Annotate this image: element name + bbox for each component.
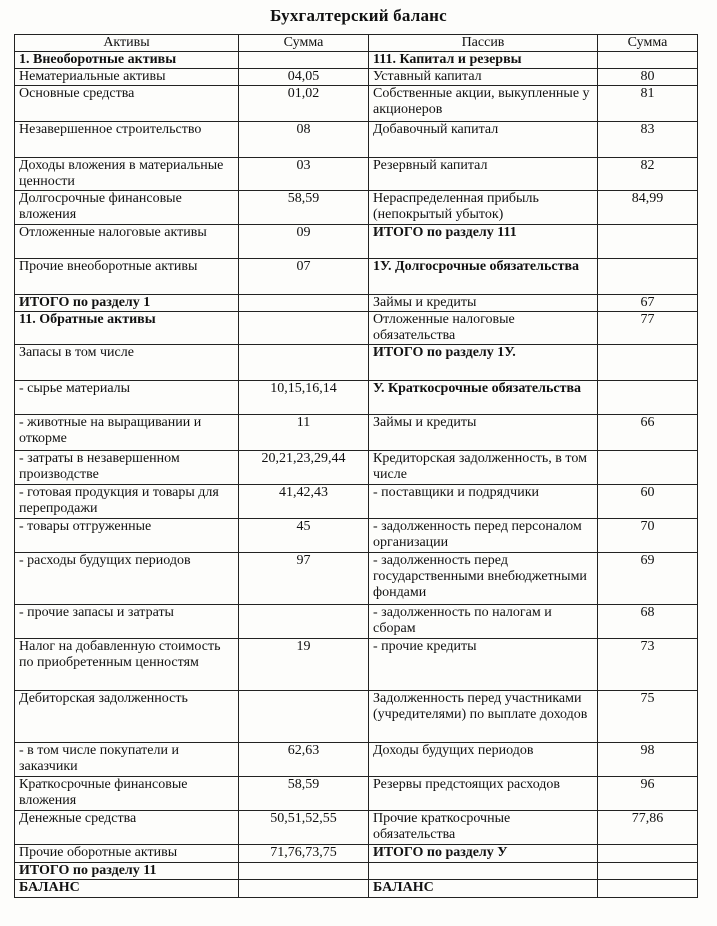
asset-label-cell: Дебиторская задолженность — [15, 691, 239, 743]
table-row — [15, 415, 698, 451]
table-row — [15, 553, 698, 605]
liability-sum-cell — [598, 259, 698, 295]
liability-label-cell: Уставный капитал — [369, 69, 598, 86]
asset-sum-cell: 58,59 — [239, 777, 369, 811]
header-liabilities-sum: Сумма — [598, 35, 698, 52]
asset-label-cell: Денежные средства — [15, 811, 239, 845]
liability-sum-cell: 77,86 — [598, 811, 698, 845]
liability-sum-cell — [598, 845, 698, 863]
liability-sum-cell: 68 — [598, 605, 698, 639]
asset-sum-cell — [239, 691, 369, 743]
asset-sum-cell: 10,15,16,14 — [239, 381, 369, 415]
asset-sum-cell: 62,63 — [239, 743, 369, 777]
liability-sum-cell — [598, 381, 698, 415]
liability-label-cell: - задолженность перед государственными внебюджетными фондами — [369, 553, 598, 605]
liability-label-cell: Резервы предстоящих расходов — [369, 777, 598, 811]
table-row — [15, 743, 698, 777]
liability-label-cell: - задолженность перед персоналом организации — [369, 519, 598, 553]
asset-sum-cell: 45 — [239, 519, 369, 553]
liability-sum-cell: 80 — [598, 69, 698, 86]
liability-sum-cell — [598, 345, 698, 381]
asset-label-cell: Основные средства — [15, 86, 239, 122]
asset-sum-cell — [239, 312, 369, 345]
balance-sheet-table — [14, 34, 698, 898]
table-row — [15, 225, 698, 259]
asset-label-cell: ИТОГО по разделу 1 — [15, 295, 239, 312]
table-row — [15, 880, 698, 898]
liability-sum-cell: 73 — [598, 639, 698, 691]
asset-label-cell: - затраты в незавершенном производстве — [15, 451, 239, 485]
asset-sum-cell: 08 — [239, 122, 369, 158]
liability-label-cell: ИТОГО по разделу 1У. — [369, 345, 598, 381]
liability-sum-cell: 77 — [598, 312, 698, 345]
asset-sum-cell: 58,59 — [239, 191, 369, 225]
asset-sum-cell — [239, 295, 369, 312]
liability-label-cell: Займы и кредиты — [369, 295, 598, 312]
liability-label-cell: БАЛАНС — [369, 880, 598, 898]
liability-sum-cell: 75 — [598, 691, 698, 743]
asset-label-cell: Прочие оборотные активы — [15, 845, 239, 863]
table-row — [15, 191, 698, 225]
asset-label-cell: Доходы вложения в материальные ценности — [15, 158, 239, 191]
asset-sum-cell: 20,21,23,29,44 — [239, 451, 369, 485]
table-row — [15, 845, 698, 863]
liability-sum-cell: 96 — [598, 777, 698, 811]
table-row — [15, 777, 698, 811]
liability-label-cell: ИТОГО по разделу У — [369, 845, 598, 863]
table-row — [15, 451, 698, 485]
liability-label-cell: Добавочный капитал — [369, 122, 598, 158]
table-row — [15, 691, 698, 743]
liability-label-cell: Займы и кредиты — [369, 415, 598, 451]
liability-sum-cell — [598, 52, 698, 69]
table-row — [15, 811, 698, 845]
asset-label-cell: ИТОГО по разделу 11 — [15, 863, 239, 880]
asset-label-cell: БАЛАНС — [15, 880, 239, 898]
liability-sum-cell: 67 — [598, 295, 698, 312]
liability-sum-cell: 84,99 — [598, 191, 698, 225]
asset-sum-cell: 09 — [239, 225, 369, 259]
asset-label-cell: - готовая продукция и товары для перепродажи — [15, 485, 239, 519]
table-row — [15, 312, 698, 345]
asset-label-cell: Налог на добавленную стоимость по приобретенным ценностям — [15, 639, 239, 691]
asset-label-cell: - животные на выращивании и откорме — [15, 415, 239, 451]
asset-label-cell: - сырье материалы — [15, 381, 239, 415]
asset-sum-cell: 03 — [239, 158, 369, 191]
liability-sum-cell: 60 — [598, 485, 698, 519]
table-row — [15, 485, 698, 519]
asset-label-cell: - расходы будущих периодов — [15, 553, 239, 605]
liability-sum-cell: 98 — [598, 743, 698, 777]
asset-label-cell: Незавершенное строительство — [15, 122, 239, 158]
asset-label-cell: Прочие внеоборотные активы — [15, 259, 239, 295]
asset-label-cell: Краткосрочные финансовые вложения — [15, 777, 239, 811]
liability-sum-cell — [598, 225, 698, 259]
asset-label-cell: 1. Внеоборотные активы — [15, 52, 239, 69]
table-row — [15, 519, 698, 553]
liability-label-cell: У. Краткосрочные обязательства — [369, 381, 598, 415]
asset-label-cell: - товары отгруженные — [15, 519, 239, 553]
liability-sum-cell — [598, 451, 698, 485]
asset-sum-cell — [239, 880, 369, 898]
asset-sum-cell — [239, 52, 369, 69]
asset-sum-cell: 71,76,73,75 — [239, 845, 369, 863]
table-row — [15, 122, 698, 158]
liability-sum-cell: 81 — [598, 86, 698, 122]
asset-label-cell: Нематериальные активы — [15, 69, 239, 86]
asset-sum-cell: 01,02 — [239, 86, 369, 122]
asset-label-cell: Запасы в том числе — [15, 345, 239, 381]
liability-label-cell: - поставщики и подрядчики — [369, 485, 598, 519]
asset-sum-cell: 04,05 — [239, 69, 369, 86]
header-liabilities: Пассив — [369, 35, 598, 52]
asset-label-cell: - в том числе покупатели и заказчики — [15, 743, 239, 777]
table-row — [15, 52, 698, 69]
asset-sum-cell — [239, 605, 369, 639]
liability-label-cell: Доходы будущих периодов — [369, 743, 598, 777]
table-row — [15, 345, 698, 381]
table-row — [15, 69, 698, 86]
liability-label-cell: Кредиторская задолженность, в том числе — [369, 451, 598, 485]
liability-label-cell: Прочие краткосрочные обязательства — [369, 811, 598, 845]
asset-sum-cell: 41,42,43 — [239, 485, 369, 519]
liability-label-cell: Резервный капитал — [369, 158, 598, 191]
asset-sum-cell — [239, 345, 369, 381]
asset-label-cell: - прочие запасы и затраты — [15, 605, 239, 639]
table-header-row — [15, 35, 698, 52]
liability-sum-cell: 66 — [598, 415, 698, 451]
table-row — [15, 295, 698, 312]
table-row — [15, 605, 698, 639]
asset-sum-cell: 19 — [239, 639, 369, 691]
table-row — [15, 381, 698, 415]
asset-label-cell: 11. Обратные активы — [15, 312, 239, 345]
asset-label-cell: Долгосрочные финансовые вложения — [15, 191, 239, 225]
asset-sum-cell — [239, 863, 369, 880]
asset-sum-cell: 97 — [239, 553, 369, 605]
liability-label-cell: Задолженность перед участниками (учредителями) по выплате доходов — [369, 691, 598, 743]
liability-sum-cell — [598, 880, 698, 898]
table-row — [15, 86, 698, 122]
table-row — [15, 639, 698, 691]
liability-label-cell: 111. Капитал и резервы — [369, 52, 598, 69]
liability-label-cell: ИТОГО по разделу 111 — [369, 225, 598, 259]
table-row — [15, 863, 698, 880]
document-title: Бухгалтерский баланс — [270, 6, 447, 25]
liability-label-cell: 1У. Долгосрочные обязательства — [369, 259, 598, 295]
asset-sum-cell: 50,51,52,55 — [239, 811, 369, 845]
liability-sum-cell — [598, 863, 698, 880]
header-assets: Активы — [15, 35, 239, 52]
liability-sum-cell: 70 — [598, 519, 698, 553]
table-row — [15, 259, 698, 295]
liability-label-cell: Нераспределенная прибыль (непокрытый убыток) — [369, 191, 598, 225]
liability-label-cell: Отложенные налоговые обязательства — [369, 312, 598, 345]
liability-label-cell: - задолженность по налогам и сборам — [369, 605, 598, 639]
liability-label-cell: - прочие кредиты — [369, 639, 598, 691]
asset-sum-cell: 07 — [239, 259, 369, 295]
asset-sum-cell: 11 — [239, 415, 369, 451]
asset-label-cell: Отложенные налоговые активы — [15, 225, 239, 259]
liability-sum-cell: 82 — [598, 158, 698, 191]
liability-sum-cell: 83 — [598, 122, 698, 158]
liability-sum-cell: 69 — [598, 553, 698, 605]
table-row — [15, 158, 698, 191]
header-assets-sum: Сумма — [239, 35, 369, 52]
liability-label-cell: Собственные акции, выкупленные у акционеров — [369, 86, 598, 122]
liability-label-cell — [369, 863, 598, 880]
